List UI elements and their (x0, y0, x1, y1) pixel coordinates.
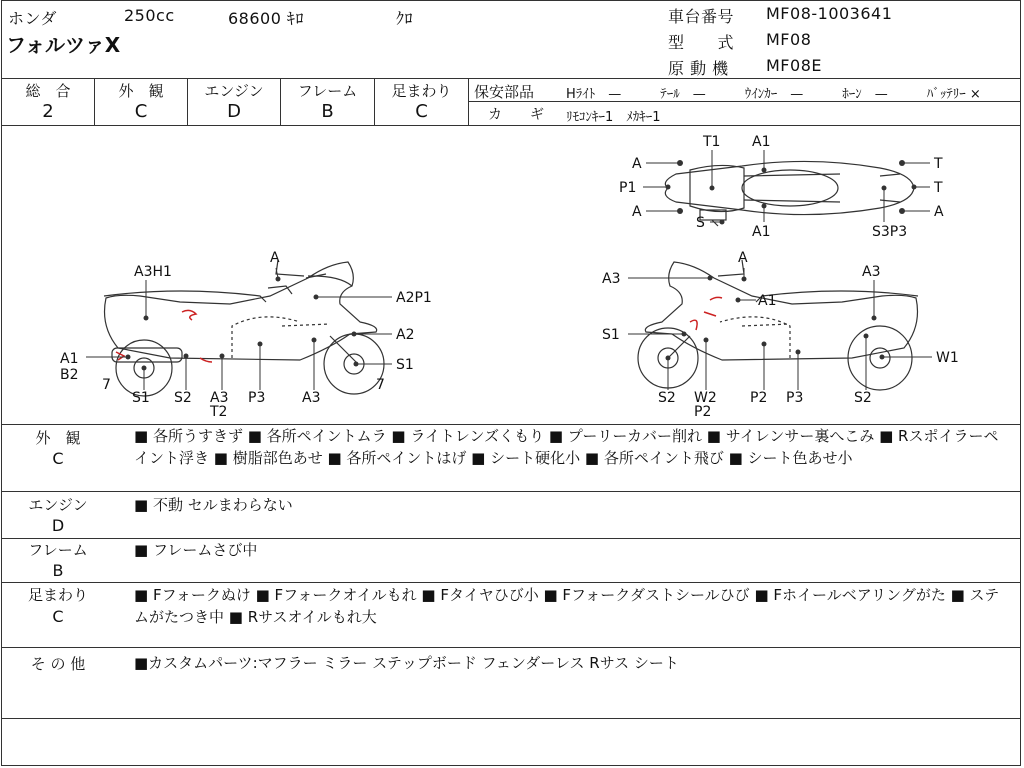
grade-frame-label: フレーム (297, 82, 358, 100)
svg-text:T2: T2 (210, 404, 228, 420)
type-value: MF08 (766, 30, 812, 49)
svg-text:A3H1: A3H1 (134, 264, 172, 280)
type-label: 型 式 (668, 33, 735, 52)
svg-text:S2: S2 (854, 390, 872, 406)
divider (1, 718, 1021, 719)
right-damage-marks (690, 297, 722, 330)
svg-text:A2: A2 (396, 327, 415, 343)
svg-text:W1: W1 (936, 350, 959, 366)
damage-diagram (0, 126, 1022, 424)
svg-text:P3: P3 (248, 390, 266, 406)
model-name: フォルツァX (6, 33, 121, 57)
svg-text:A1: A1 (752, 224, 771, 240)
svg-text:A3: A3 (210, 390, 229, 406)
svg-text:S3P3: S3P3 (872, 224, 908, 240)
section-grade: C (52, 449, 64, 468)
right-side-labels (602, 250, 959, 420)
svg-text:T: T (934, 180, 943, 196)
grade-total-label: 総 合 (25, 82, 71, 100)
svg-text:7: 7 (102, 377, 111, 393)
svg-text:P3: P3 (786, 390, 804, 406)
grade-total-value: 2 (42, 101, 54, 122)
displacement: 250cc (124, 6, 175, 25)
svg-text:A: A (632, 156, 642, 172)
grade-engine-label: エンジン (204, 82, 264, 100)
divider (468, 78, 469, 125)
svg-text:7: 7 (376, 377, 385, 393)
svg-text:A3: A3 (302, 390, 321, 406)
divider (1, 538, 1021, 539)
divider (1, 647, 1021, 648)
svg-text:S2: S2 (658, 390, 676, 406)
section-label: エンジン (28, 496, 88, 514)
divider (1, 424, 1021, 425)
engine-label: 原 動 機 (668, 59, 729, 78)
divider (1, 491, 1021, 492)
safety-items: Hﾗｲﾄ — ﾃｰﾙ — ｳｲﾝｶｰ — ﾎｰﾝ — ﾊﾞｯﾃﾘｰ × (566, 87, 981, 102)
svg-text:W2: W2 (694, 390, 717, 406)
section-label: 外 観 (35, 429, 81, 447)
safety-label: 保安部品 (474, 83, 535, 101)
left-damage-marks (116, 310, 212, 362)
frame-no-value: MF08-1003641 (766, 4, 893, 23)
svg-text:P2: P2 (750, 390, 768, 406)
section-grade: C (52, 607, 64, 626)
svg-text:A2P1: A2P1 (396, 290, 432, 306)
svg-text:P2: P2 (694, 404, 712, 420)
color: ｸﾛ (396, 9, 414, 28)
svg-text:A1: A1 (752, 134, 771, 150)
section-text: ■ 不動 セルまわらない (134, 496, 293, 514)
svg-text:S: S (696, 215, 705, 231)
svg-text:S1: S1 (132, 390, 150, 406)
grade-exterior-value: C (134, 101, 148, 122)
svg-text:T1: T1 (703, 134, 721, 150)
keys-value: ﾘﾓｺﾝｷｰ1 ﾒｶｷｰ1 (566, 110, 661, 125)
svg-text:A: A (270, 250, 280, 266)
svg-text:S1: S1 (602, 327, 620, 343)
svg-text:S2: S2 (174, 390, 192, 406)
svg-text:A: A (738, 250, 748, 266)
grade-frame-value: B (321, 101, 334, 122)
grade-suspension-label: 足まわり (391, 82, 452, 100)
section-text: ■ Fフォークぬけ ■ Fフォークオイルもれ ■ Fタイヤひび小 ■ Fフォークダストシールひび ■ Fホイールベアリングがた ■ ステムがたつき中 ■ Rサスオイルもれ大 (134, 586, 1000, 626)
svg-text:A1: A1 (60, 351, 79, 367)
section-label: 足まわり (27, 586, 88, 604)
svg-text:T: T (934, 156, 943, 172)
section-text: ■ フレームさび中 (134, 541, 258, 559)
svg-text:B2: B2 (60, 367, 79, 383)
mileage: 68600 ｷﾛ (228, 9, 304, 28)
section-grade: B (52, 561, 64, 580)
divider (1, 78, 1021, 79)
svg-text:A: A (934, 204, 944, 220)
frame-no-label: 車台番号 (668, 7, 735, 26)
grade-engine-value: D (227, 101, 241, 122)
svg-text:A3: A3 (602, 271, 621, 287)
grade-exterior-label: 外 観 (118, 82, 164, 100)
svg-text:A3: A3 (862, 264, 881, 280)
section-grade: D (51, 516, 65, 535)
keys-label: カ ギ (488, 107, 544, 123)
grade-suspension-value: C (415, 101, 428, 122)
divider (1, 582, 1021, 583)
section-label: フレーム (28, 541, 88, 559)
top-view-labels (619, 134, 944, 240)
svg-text:A1: A1 (758, 293, 777, 309)
svg-text:A: A (632, 204, 642, 220)
svg-text:S1: S1 (396, 357, 414, 373)
maker: ホンダ (8, 9, 57, 28)
engine-value: MF08E (766, 56, 822, 75)
section-label: そ の 他 (30, 655, 86, 673)
svg-text:P1: P1 (619, 180, 637, 196)
section-text: ■カスタムパーツ:マフラー ミラー ステップボード フェンダーレス Rサス シート (134, 654, 679, 672)
section-text: ■ 各所うすきず ■ 各所ペイントムラ ■ ライトレンズくもり ■ プーリーカバー削れ ■ サイレンサー裏へこみ ■ Rスポイラーペイント浮き ■ 樹脂部色あせ ■ 各所ペイントはげ ■ シート硬化小 ■ 各所ペイント飛び ■ シート色あせ小 (134, 427, 999, 467)
left-side-labels (60, 250, 432, 420)
